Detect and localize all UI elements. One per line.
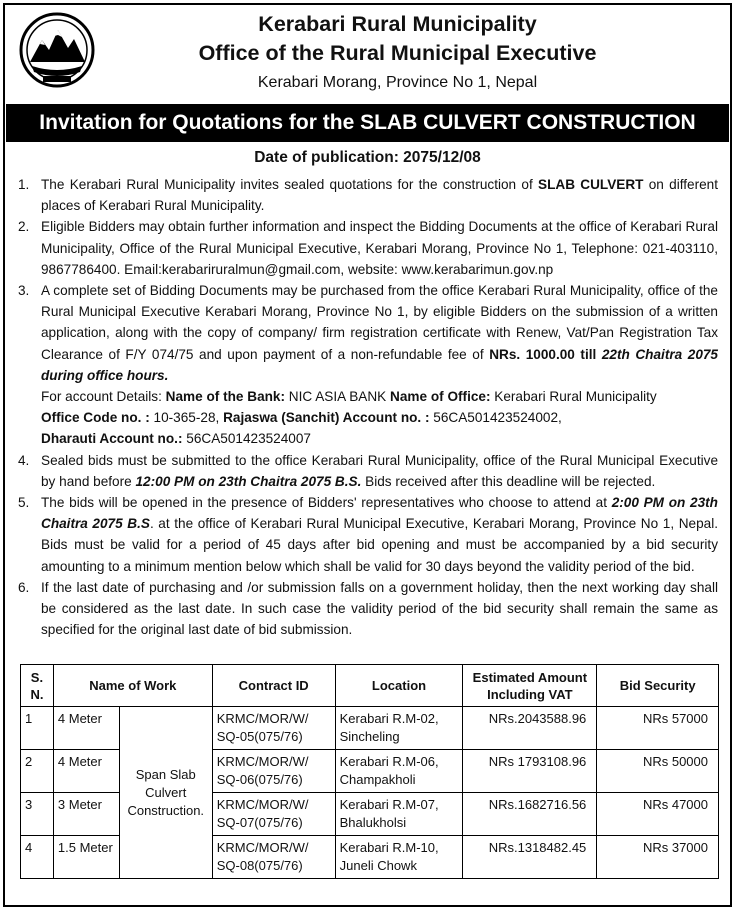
cell-security: NRs 47000 [597,793,719,836]
cell-security: NRs 50000 [597,750,719,793]
location-text: Bhalukholsi [339,815,407,830]
cell-work-description [119,707,212,879]
point-number: 3. [18,283,30,299]
point-deadline-text: 12:00 PM on 23th Chaitra 2075 B.S. [135,473,362,489]
publication-date: Date of publication: 2075/12/08 [254,149,481,166]
point-number: 2. [18,219,30,235]
work-text: Construction. [127,802,205,818]
cell-contract-id [212,707,335,750]
point-number: 5. [18,495,30,511]
bank-label: Name of the Bank: [165,389,286,405]
cell-size: 3 Meter [53,793,119,836]
cell-security: NRs 37000 [597,836,719,879]
cell-size: 4 Meter [53,750,119,793]
point-text: Bids received after this deadline will be rejected. [361,473,656,489]
cell-contract-id [212,750,335,793]
cell-location [335,707,463,750]
point-text: If the last date of purchasing and /or submission falls on a government holiday, then the next working day shall be considered as the last date. In such case the validity period of the bid security shall remain the same as specified for the original last date of bid submission. [41,579,718,638]
office-code-label: Office Code no. : [41,410,150,426]
point-number: 6. [18,579,30,595]
point-4 [16,450,718,492]
point-number: 1. [18,177,30,192]
col-header-contract: Contract ID [212,665,335,707]
cell-amount: NRs.1318482.45 [463,836,597,879]
col-header-amount [463,665,597,707]
office-code-value: 10-365-28, [149,410,224,426]
point-text: The bids will be opened in the presence of Bidders' representatives who choose to attend at [41,495,612,511]
id-text: SQ-05(075/76) [216,729,303,744]
point-6 [16,577,718,641]
point-deadline-text: 22th Chaitra 2075 during office hours. [41,346,718,383]
location-text: Juneli Chowk [339,858,417,873]
point-bold-text: SLAB CULVERT [538,177,644,192]
header-text: S. [30,669,44,685]
point-text: The Kerabari Rural Municipality invites sealed quotations for the construction of [41,177,538,192]
cell-sn: 1 [21,707,54,750]
header-text: Estimated Amount [472,669,588,685]
cell-contract-id [212,836,335,879]
point-3 [16,280,718,386]
table-row [21,707,719,750]
bid-table [20,664,719,879]
office-value: Kerabari Rural Municipality [490,389,657,405]
point-deadline-text: 2:00 PM on 23th Chaitra 2075 B.S [41,495,718,532]
point-text: Eligible Bidders may obtain further information and inspect the Bidding Documents at the office of Kerabari Rural Municipality, Office of the Rural Municipal Executive, Kerabari Morang, Province No 1, Telephone: 021-403110, 9867786400. Email:kerabariruralmun@gmail.com, website: www.kerabarimun.gov.np [41,219,718,277]
municipality-name: Kerabari Rural Municipality [258,12,537,36]
cell-location [335,793,463,836]
point-text: . at the office of Kerabari Rural Municipal Executive, Kerabari Morang, Province No 1, Nepal. Bids must be valid for a period of 45 days after bid opening and must be accompanied by a bid security amounting to a minimum mention below which shall be valid for 30 days beyond the validity period of the bid. [41,516,718,574]
id-text: KRMC/MOR/W/ [216,754,309,769]
dharauti-label: Dharauti Account no.: [41,431,183,447]
cell-sn: 4 [21,836,54,879]
dharauti-value: 56CA501423524007 [182,431,311,447]
point-text: on different places of Kerabari Rural Municipality. [41,177,719,214]
col-header-location: Location [335,665,463,707]
notice-title-banner: Invitation for Quotations for the SLAB CULVERT CONSTRUCTION [6,104,729,142]
location-text: Kerabari R.M-06, [339,754,439,769]
id-text: SQ-06(075/76) [216,772,303,787]
notice-points [16,174,718,640]
work-text: Span Slab [135,766,196,782]
cell-sn: 3 [21,793,54,836]
col-header-security: Bid Security [597,665,719,707]
id-text: KRMC/MOR/W/ [216,840,309,855]
office-name: Office of the Rural Municipal Executive [198,41,597,65]
point-text: Sealed bids must be submitted to the office Kerabari Rural Municipality, office of the Rural Municipal Executive by hand before [41,452,718,489]
rajaswa-value: 56CA501423524002, [429,410,562,426]
location-text: Champakholi [339,772,416,787]
cell-size: 1.5 Meter [53,836,119,879]
point-bold-text: NRs. 1000.00 till [489,346,602,362]
id-text: KRMC/MOR/W/ [216,797,309,812]
header-text: N. [30,686,44,702]
location-text: Kerabari R.M-02, [339,711,439,726]
id-text: SQ-07(075/76) [216,815,303,830]
cell-amount: NRs.2043588.96 [463,707,597,750]
col-header-work: Name of Work [53,665,212,707]
id-text: KRMC/MOR/W/ [216,711,309,726]
point-text: A complete set of Bidding Documents may be purchased from the office Kerabari Rural Municipality, office of the Rural Municipal Executive Kerabari Morang, Province No 1, by eligible Bidders on the submission of a written application, along with the copy of company/ firm registration certificate with Renew, Vat/Pan Registration Tax Clearance of F/Y 074/75 and upon payment of a non-refundable fee of [41,283,718,362]
bank-value: NIC ASIA BANK [285,389,391,405]
table-header-row [21,665,719,707]
letterhead [0,0,735,104]
account-intro: For account Details: [41,389,166,405]
col-header-sn [21,665,54,707]
account-details [16,386,718,450]
office-label: Name of Office: [390,389,491,405]
cell-location [335,836,463,879]
id-text: SQ-08(075/76) [216,858,303,873]
cell-amount: NRs 1793108.96 [463,750,597,793]
cell-size: 4 Meter [53,707,119,750]
work-text: Culvert [145,784,187,800]
location-text: Kerabari R.M-10, [339,840,439,855]
point-number: 4. [18,452,30,468]
cell-location [335,750,463,793]
cell-amount: NRs.1682716.56 [463,793,597,836]
point-5 [16,492,718,577]
office-address: Kerabari Morang, Province No 1, Nepal [257,74,538,91]
point-2 [16,216,718,280]
location-text: Kerabari R.M-07, [339,797,439,812]
header-text: Including VAT [487,686,573,702]
point-1 [16,174,718,216]
cell-security: NRs 57000 [597,707,719,750]
location-text: Sincheling [339,729,400,744]
cell-contract-id [212,793,335,836]
rajaswa-label: Rajaswa (Sanchit) Account no. : [223,410,430,426]
cell-sn: 2 [21,750,54,793]
